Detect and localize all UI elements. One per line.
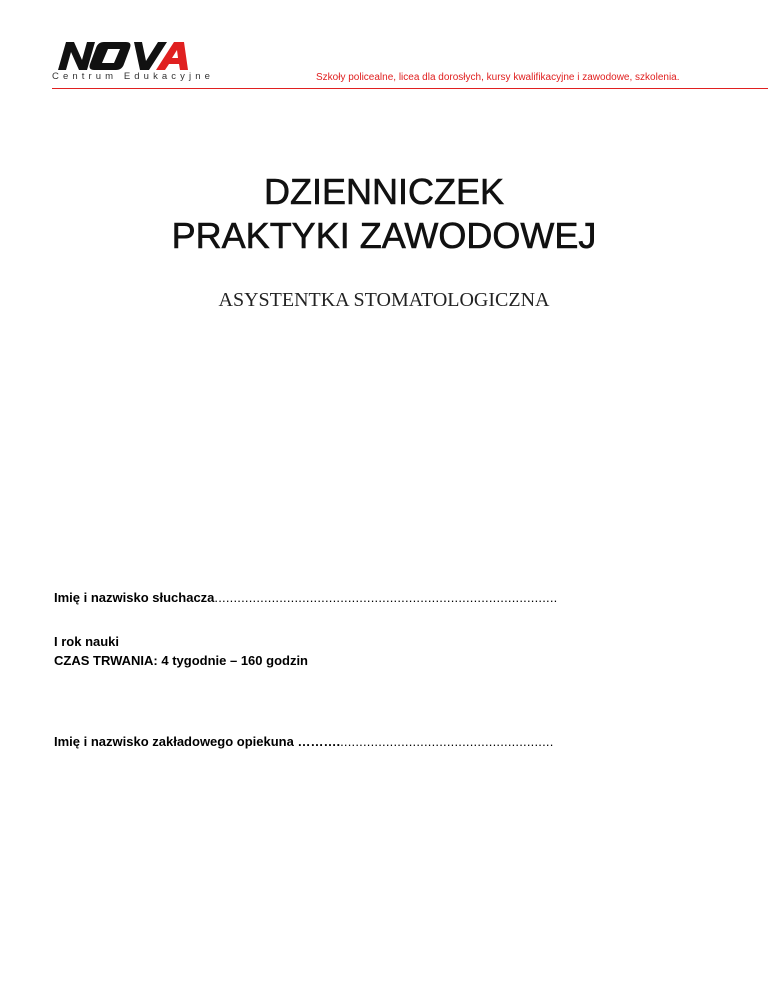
page-header xyxy=(0,0,768,100)
study-year: I rok nauki xyxy=(54,634,120,649)
student-name-label: Imię i nazwisko słuchacza xyxy=(54,590,215,605)
supervisor-name-blank-bold: ………. xyxy=(297,734,341,749)
supervisor-name-label: Imię i nazwisko zakładowego opiekuna xyxy=(54,734,294,749)
nova-logo xyxy=(52,40,214,86)
nova-logo-mark xyxy=(52,40,192,72)
header-tagline: Szkoły policealne, licea dla dorosłych, kursy kwalifikacyjne i zawodowe, szkolenia. xyxy=(316,72,680,83)
supervisor-name-blank: ........................................................ xyxy=(340,734,554,749)
title-line-2: PRAKTYKI ZAWODOWEJ xyxy=(171,215,597,256)
document-title xyxy=(0,170,768,258)
title-line-1: DZIENNICZEK xyxy=(263,171,504,212)
practice-duration: CZAS TRWANIA: 4 tygodnie – 160 godzin xyxy=(54,653,309,668)
student-name-blank: .......................................................................................... xyxy=(214,590,558,605)
student-name-field xyxy=(54,590,557,605)
header-divider xyxy=(52,88,768,89)
logo-subtitle: Centrum Edukacyjne xyxy=(52,71,214,82)
document-subtitle: ASYSTENTKA STOMATOLOGICZNA xyxy=(218,289,550,311)
supervisor-name-field xyxy=(54,734,554,749)
